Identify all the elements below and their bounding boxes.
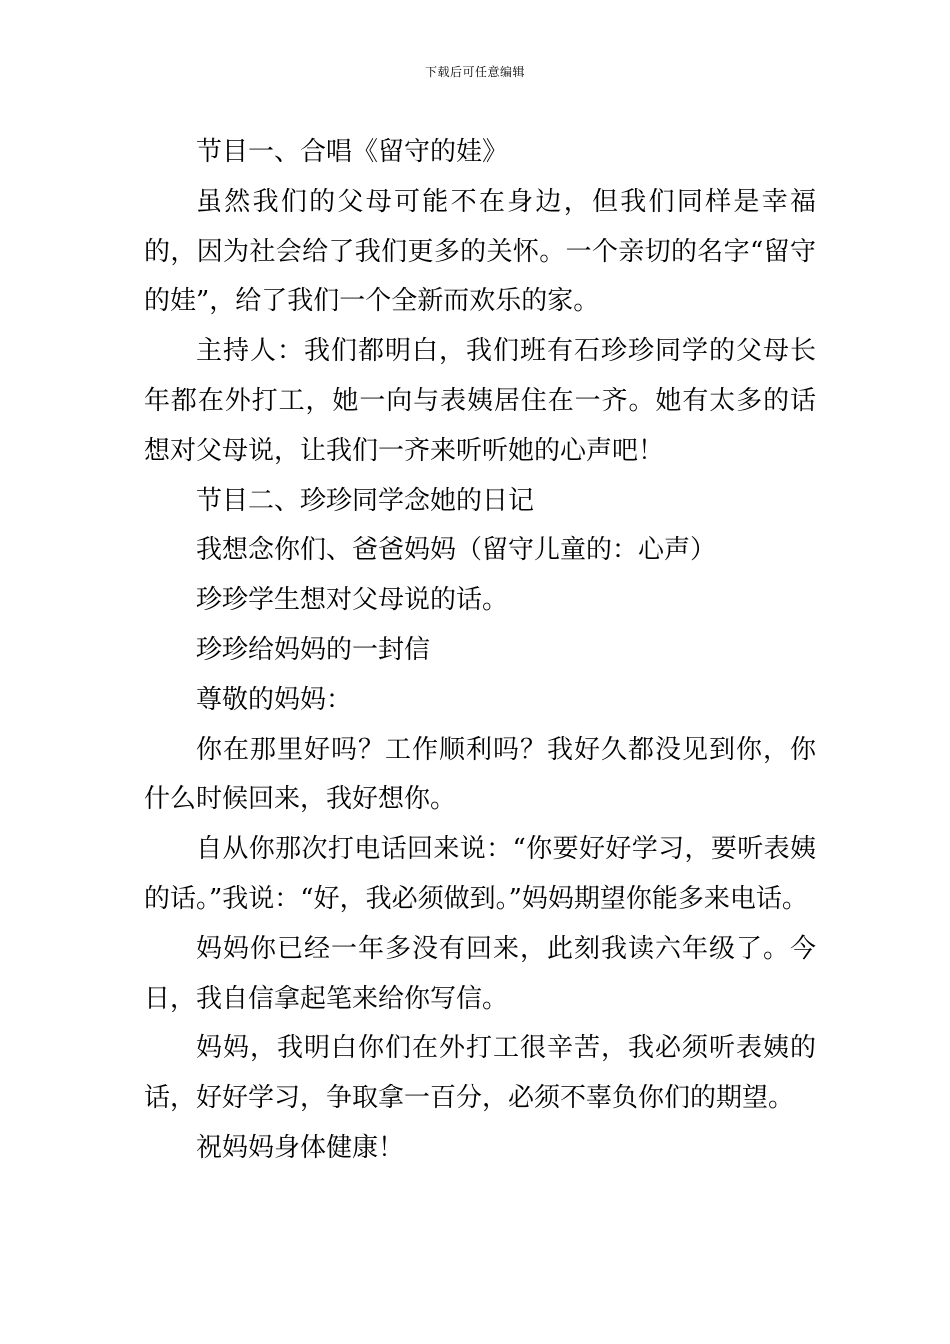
letter-title: 珍珍给妈妈的一封信 xyxy=(196,634,431,665)
program-one-heading: 节目一、合唱《留守的娃》 xyxy=(196,137,509,167)
page-header-note: 下载后可任意编辑 xyxy=(424,65,525,79)
host-paragraph: 主持人：我们都明白，我们班有石珍珍同学的父母长年都在外打工，她一向与表姨居住在一齐。她有太多的话想对父母说，让我们一齐来听听她的心声吧！ xyxy=(144,336,816,466)
intro-paragraph: 虽然我们的父母可能不在身边，但我们同样是幸福的，因为社会给了我们更多的关怀。一个亲切的名字“留守的娃”，给了我们一个全新而欢乐的家。 xyxy=(144,186,816,317)
letter-closing: 祝妈妈身体健康！ xyxy=(196,1132,405,1163)
program-two-heading: 节目二、珍珍同学念她的日记 xyxy=(196,485,535,516)
document-body xyxy=(144,128,816,1174)
diary-title: 我想念你们、爸爸妈妈（留守儿童的：心声） xyxy=(196,535,717,566)
letter-paragraph: 你在那里好吗？工作顺利吗？我好久都没见到你，你什么时候回来，我好想你。 xyxy=(144,734,816,815)
letter-paragraph: 妈妈你已经一年多没有回来，此刻我读六年级了。今日，我自信拿起笔来给你写信。 xyxy=(144,933,816,1014)
diary-subtitle: 珍珍学生想对父母说的话。 xyxy=(196,585,509,616)
letter-paragraph: 自从你那次打电话回来说：“你要好好学习，要听表姨的话。”我说：“好，我必须做到。”妈妈期望你能多来电话。 xyxy=(144,834,816,914)
letter-paragraph: 妈妈，我明白你们在外打工很辛苦，我必须听表姨的话，好好学习，争取拿一百分，必须不辜负你们的期望。 xyxy=(144,1033,816,1114)
letter-salutation: 尊敬的妈妈： xyxy=(196,684,353,715)
